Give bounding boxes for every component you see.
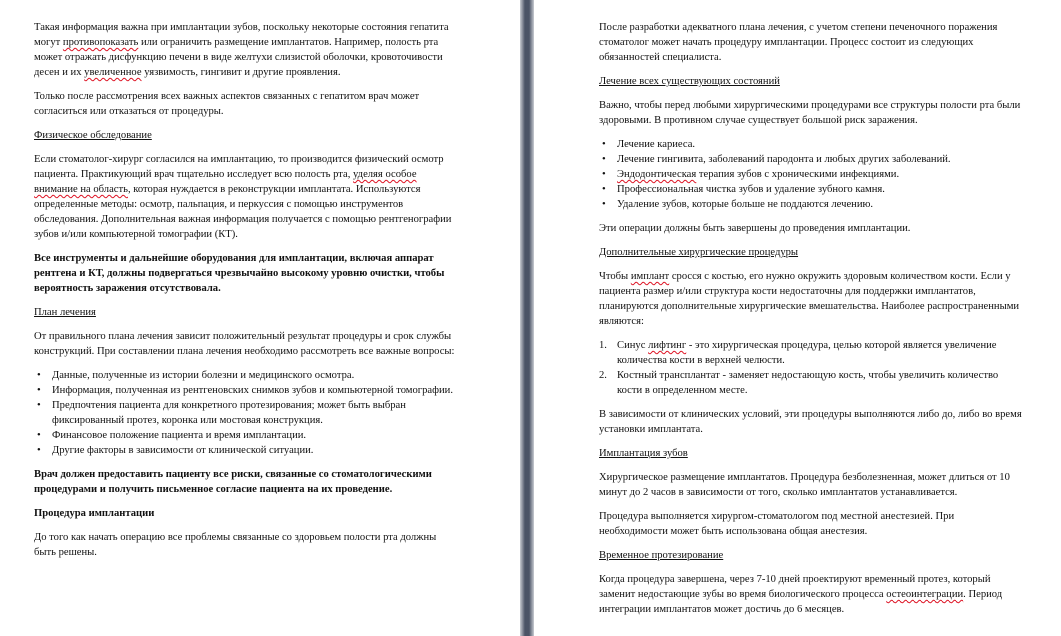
list-item: • Информация, полученная из рентгеновских снимков зубов и компьютерной томографии. xyxy=(34,383,457,398)
spellcheck-word: имплант xyxy=(630,271,670,282)
paragraph: Такая информация важна при имплантации зубов, поскольку некоторые состояния гепатита могут противопоказать или ограничить размещение имплантатов. Например, полость рта может отражать дисфункцию печени в виде желтухи слизистой оболочки, кровоточивости десен и их увеличенное уязвимость, гингивит и другие проявления. xyxy=(34,22,449,78)
bold-paragraph: Все инструменты и дальнейшие оборудования для имплантации, включая аппарат рентгена и КТ, должны подвергаться чрезвычайно высокому уровню очистки, чтобы вероятность заражения отсутствовала. xyxy=(34,253,445,294)
paragraph: Процедура выполняется хирургом-стоматологом под местной анестезией. При необходимости может быть использована общая анестезия. xyxy=(599,511,955,537)
section-heading-physical-exam: Физическое обследование xyxy=(34,130,152,141)
paragraph: Хирургическое размещение имплантатов. Процедура безболезненная, может длиться от 10 минут до 2 часов в зависимости от того, сколько имплантатов устанавливается. xyxy=(599,472,1010,498)
paragraph: Важно, чтобы перед любыми хирургическими процедурами все структуры полости рта были здоровыми. В противном случае существует большой риск заражения. xyxy=(599,100,1021,126)
document-page-left xyxy=(0,0,520,636)
list-number: 1. xyxy=(599,340,607,351)
list-item: • Лечение гингивита, заболеваний пародонта и любых других заболеваний. xyxy=(599,152,1024,167)
list-number: 2. xyxy=(599,370,607,381)
list-item: • Данные, полученные из истории болезни и медицинского осмотра. xyxy=(34,368,457,383)
spellcheck-word: противопоказать xyxy=(62,37,139,48)
bullet-list xyxy=(34,368,457,458)
list-item: • Эндодонтическая терапия зубов с хроническими инфекциями. xyxy=(599,167,1024,182)
document-page-right xyxy=(534,0,1061,636)
section-heading-existing-conditions: Лечение всех существующих состояний xyxy=(599,76,780,87)
bullet-list xyxy=(599,137,1024,212)
paragraph: Чтобы имплант сросся с костью, его нужно окружить здоровым количеством кости. Если у пациента размер и/или структура кости недостаточны для поддержки имплантатов, планируются дополнительные хирургические вмешательства. Наиболее распространенными являются: xyxy=(599,271,1020,327)
paragraph: Эти операции должны быть завершены до проведения имплантации. xyxy=(599,223,911,234)
list-item: • Финансовое положение пациента и время имплантации. xyxy=(34,428,457,443)
paragraph: Если стоматолог-хирург согласился на имплантацию, то производится физический осмотр пациента. Практикующий врач тщательно исследует всю полость рта, уделяя особое внимание на область, которая нуждается в реконструкции имплантата. Используются определенные методы: осмотр, пальпация, и перкуссия с помощью инструментов обследования. Дополнительная важная информация получается с помощью рентгенографии зубов и/или компьютерной томографии (КТ). xyxy=(34,154,452,240)
list-item: 1. Синус лифтинг - это хирургическая процедура, целью которой является увеличение количества кости в верхней челюсти. xyxy=(599,340,997,366)
page-right-text-column xyxy=(599,20,1024,617)
list-item: 2. Костный трансплантат - заменяет недостающую кость, чтобы увеличить количество кости в определенном месте. xyxy=(599,370,999,396)
spellcheck-word: остеоинтеграции xyxy=(886,589,964,600)
spellcheck-word: Эндодонтическая xyxy=(617,169,697,180)
section-heading-temporary-prosthetics: Временное протезирование xyxy=(599,550,724,561)
list-item: • Удаление зубов, которые больше не поддаются лечению. xyxy=(599,197,1024,212)
list-item: • Лечение кариеса. xyxy=(599,137,1024,152)
paragraph: От правильного плана лечения зависит положительный результат процедуры и срок службы конструкций. При составлении плана лечения необходимо рассмотреть все важные вопросы: xyxy=(34,331,455,357)
numbered-list xyxy=(599,338,1024,398)
spellcheck-phrase: уделяя особое внимание на область xyxy=(34,169,417,195)
page-gutter xyxy=(520,0,534,636)
section-heading-implantation: Имплантация зубов xyxy=(599,448,688,459)
list-item: • Другие факторы в зависимости от клинической ситуации. xyxy=(34,443,457,458)
section-heading-treatment-plan: План лечения xyxy=(34,307,96,318)
list-item: • Предпочтения пациента для конкретного протезирования; может быть выбран фиксированный протез, коронка или мостовая конструкция. xyxy=(34,398,457,428)
paragraph: До того как начать операцию все проблемы связанные со здоровьем полости рта должны быть решены. xyxy=(34,532,437,558)
section-heading-implant-procedure: Процедура имплантации xyxy=(34,508,155,519)
spellcheck-word: лифтинг xyxy=(648,340,687,351)
spellcheck-word: увеличенное xyxy=(84,67,142,78)
paragraph: После разработки адекватного плана лечения, с учетом степени печеночного поражения стоматолог может начать процедуру имплантации. Процесс состоит из следующих обязанностей специалиста. xyxy=(599,22,998,63)
paragraph: В зависимости от клинических условий, эти процедуры выполняются либо до, либо во время установки имплантата. xyxy=(599,409,1022,435)
page-left-text-column xyxy=(34,20,457,560)
section-heading-additional-surgery: Дополнительные хирургические процедуры xyxy=(599,247,799,258)
list-item: • Профессиональная чистка зубов и удаление зубного камня. xyxy=(599,182,1024,197)
paragraph: Когда процедура завершена, через 7-10 дней проектируют временный протез, который заменит недостающие зубы во время биологического процесса остеоинтеграции. Период интеграции имплантатов может достичь до 6 месяцев. xyxy=(599,574,1003,615)
paragraph: Только после рассмотрения всех важных аспектов связанных с гепатитом врач может согласиться или отказаться от процедуры. xyxy=(34,91,420,117)
bold-paragraph: Врач должен предоставить пациенту все риски, связанные со стоматологическими процедурами и получить письменное согласие пациента на их проведение. xyxy=(34,469,432,495)
